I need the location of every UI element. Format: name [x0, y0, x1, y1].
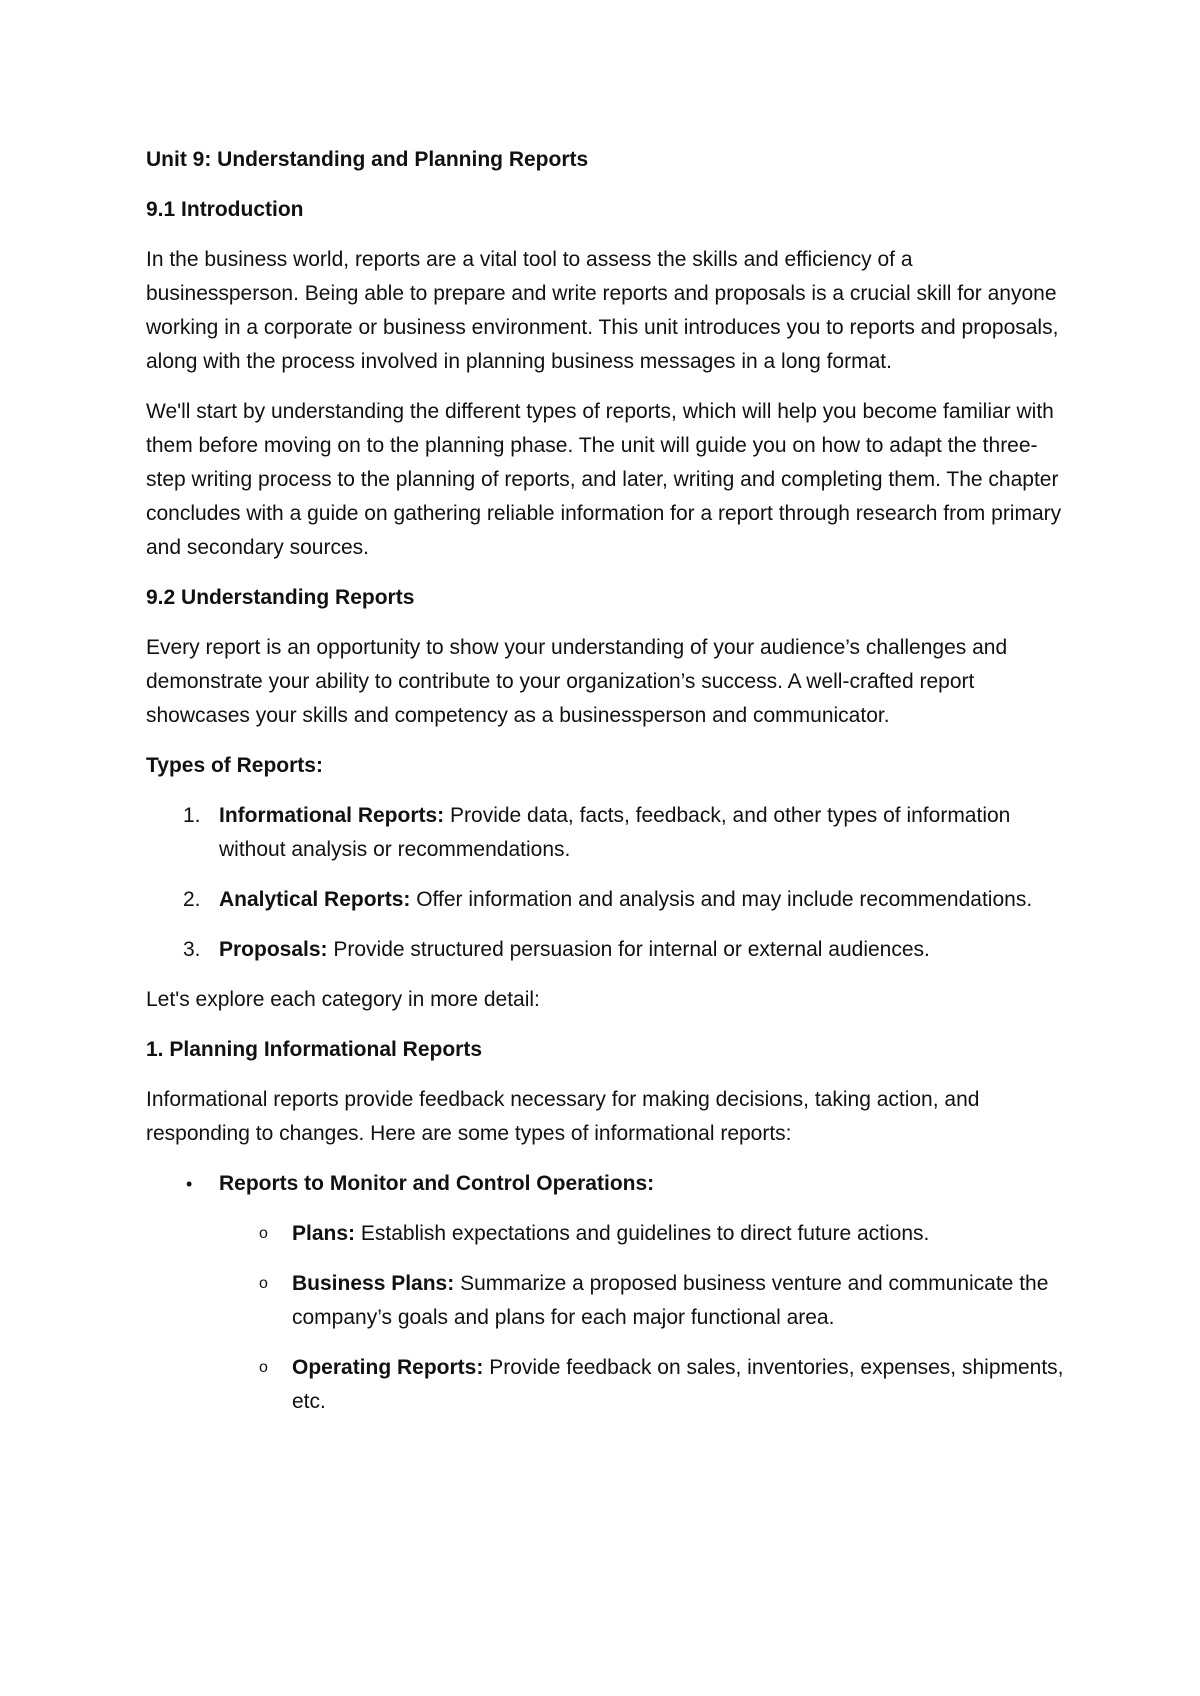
- list-item: [146, 883, 1070, 917]
- list-number: 2.: [183, 888, 201, 911]
- intro-paragraph-1: In the business world, reports are a vital tool to assess the skills and efficiency of a businessperson. Being able to prepare and write reports and proposals is a crucial skill for anyone working in a corporate or business environment. This unit introduces you to reports and proposals, along with the process involved in planning business messages in a long format.: [146, 248, 1059, 373]
- list-item-term: Informational Reports:: [219, 804, 445, 827]
- hollow-bullet-icon: o: [259, 1225, 268, 1242]
- explore-text: Let's explore each category in more detail:: [146, 988, 540, 1011]
- sub-list-item: [219, 1267, 1070, 1335]
- intro-paragraph-2: We'll start by understanding the different types of reports, which will help you become familiar with them before moving on to the planning phase. The unit will guide you on how to adapt the three-step writing process to the planning of reports, and later, writing and completing them. The chapter concludes with a guide on gathering reliable information for a report through research from primary and secondary sources.: [146, 400, 1062, 559]
- bullet-icon: •: [186, 1174, 193, 1194]
- document-title: Unit 9: Understanding and Planning Reports: [146, 148, 589, 171]
- sub-item-description: Summarize a proposed business venture and communicate the company’s goals and plans for each major functional area.: [292, 1272, 1049, 1329]
- bullet-label: Reports to Monitor and Control Operations:: [219, 1172, 655, 1195]
- informational-report-types-list: [146, 1167, 1070, 1419]
- section-heading-introduction: 9.1 Introduction: [146, 198, 304, 221]
- list-item-term: Analytical Reports:: [219, 888, 411, 911]
- hollow-bullet-icon: o: [259, 1359, 268, 1376]
- sub-item-term: Business Plans:: [292, 1272, 455, 1295]
- list-item-term: Proposals:: [219, 938, 328, 961]
- list-item: [146, 933, 1070, 967]
- list-item: [146, 799, 1070, 867]
- sub-item-description: Provide feedback on sales, inventories, expenses, shipments, etc.: [292, 1356, 1064, 1413]
- sub-item-term: Plans:: [292, 1222, 356, 1245]
- sub-list-item: [219, 1351, 1070, 1419]
- understanding-paragraph: Every report is an opportunity to show your understanding of your audience’s challenges and demonstrate your ability to contribute to your organization’s success. A well-crafted report showcases your skills and competency as a businessperson and communicator.: [146, 636, 1008, 727]
- types-of-reports-heading: Types of Reports:: [146, 754, 323, 777]
- sub-list: [219, 1217, 1070, 1419]
- list-number: 3.: [183, 938, 201, 961]
- sub-list-item: [219, 1217, 1070, 1251]
- list-item-description: Offer information and analysis and may include recommendations.: [410, 888, 1033, 911]
- hollow-bullet-icon: o: [259, 1275, 268, 1292]
- section-heading-understanding-reports: 9.2 Understanding Reports: [146, 586, 415, 609]
- sub-item-description: Establish expectations and guidelines to direct future actions.: [355, 1222, 930, 1245]
- list-number: 1.: [183, 804, 201, 827]
- list-item-description: Provide structured persuasion for internal or external audiences.: [327, 938, 930, 961]
- report-types-list: [146, 799, 1070, 967]
- list-item: [146, 1167, 1070, 1419]
- planning-paragraph: Informational reports provide feedback necessary for making decisions, taking action, and responding to changes. Here are some types of informational reports:: [146, 1088, 980, 1145]
- list-item-description: Provide data, facts, feedback, and other types of information without analysis or recommendations.: [219, 804, 1011, 861]
- section-heading-planning-informational: 1. Planning Informational Reports: [146, 1038, 483, 1061]
- sub-item-term: Operating Reports:: [292, 1356, 484, 1379]
